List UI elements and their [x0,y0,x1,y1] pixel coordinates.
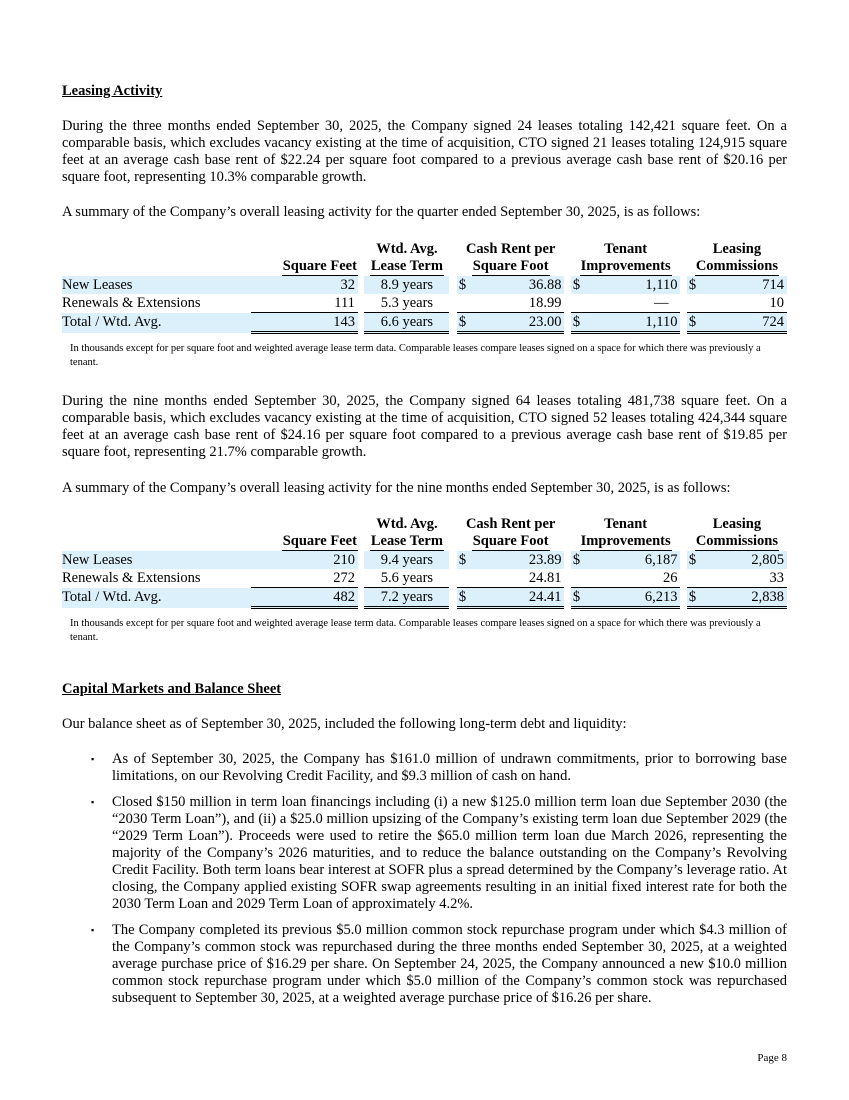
ytd-table-footnote: In thousands except for per square foot and weighted average lease term data. Comparable leases compare leases signed on a space for which there was previously a tenant. [70,618,761,643]
dollar-sign: $ [457,588,476,608]
square-feet-cell: 482 [251,588,357,608]
bullet-text: The Company completed its previous $5.0 million common stock repurchase program under which $4.3 million of the Company’s common stock was repurchased during the three months ended September 30, 2025, at a weighted average purchase price of $16.29 per share. On September 24, 2025, the Company announced a new $10.0 million common stock repurchase program under which $5.0 million of the Company’s common stock was repurchased subsequent to September 30, 2025, at a weighted average purchase price of $16.26 per share. [112,922,787,1006]
q3-header-rent: Square Foot [472,258,549,274]
q3-header-ti: Improvements [580,258,671,274]
square-feet-cell: 32 [251,276,357,294]
list-item [92,751,787,785]
list-item [92,794,787,913]
row-label: Total / Wtd. Avg. [62,313,251,333]
dollar-sign: $ [571,588,590,608]
ytd-header-rent-top: Cash Rent per [465,516,556,532]
q3-leasing-paragraph: During the three months ended September 30, 2025, the Company signed 24 leases totaling 142,421 square feet. On a comparable basis, which excludes vacancy existing at the time of acquisition, CTO signed 21 leases totaling 124,915 square feet at an average cash base rent of $22.24 per square foot compared to a previous average cash base rent of $20.16 per square foot, representing 10.3% comparable growth. [62,118,787,185]
table-row [62,551,787,569]
ytd-header-ti: Improvements [580,533,671,549]
dollar-sign: $ [571,551,590,569]
q3-summary-intro: A summary of the Company’s overall leasing activity for the quarter ended September 30, 2025, is as follows: [62,204,701,220]
leasing-commissions-cell: 33 [769,569,784,586]
dollar-sign: $ [457,313,476,333]
ytd-summary-intro: A summary of the Company’s overall leasing activity for the nine months ended September 30, 2025, is as follows: [62,480,731,496]
dollar-sign [457,569,476,588]
table-row [62,588,787,608]
lease-term-cell: 7.2 years [364,588,449,608]
tenant-improvements-cell: 26 [662,569,678,586]
table-row [62,313,787,333]
page-number: Page 8 [757,1052,787,1064]
tenant-improvements-cell: 1,110 [590,313,681,333]
q3-header-rent-top: Cash Rent per [465,241,556,257]
lease-term-cell: 6.6 years [364,313,449,333]
bullet-text: As of September 30, 2025, the Company has $161.0 million of undrawn commitments, prior to borrowing base limitations, on our Revolving Credit Facility, and $9.3 million of cash on hand. [112,751,787,784]
row-label: Renewals & Extensions [62,569,201,586]
dollar-sign: $ [571,313,590,333]
ytd-leasing-paragraph: During the nine months ended September 30, 2025, the Company signed 64 leases totaling 481,738 square feet. On a comparable basis, which excludes vacancy existing at the time of acquisition, CTO signed 52 leases totaling 424,344 square feet at an average cash base rent of $24.16 per square foot compared to a previous average cash base rent of $19.85 per square foot, representing 21.7% comparable growth. [62,393,787,460]
ytd-header-term: Lease Term [370,533,443,549]
q3-header-term: Lease Term [370,258,443,274]
list-item [92,922,787,1007]
dollar-sign: $ [571,276,590,294]
table-row [62,276,787,294]
leasing-commissions-cell: 714 [706,276,787,294]
dollar-sign: $ [457,276,476,294]
leasing-activity-heading: Leasing Activity [62,83,163,99]
q3-leasing-table [62,241,787,334]
lease-term-cell: 9.4 years [364,551,449,569]
lease-term-cell: 8.9 years [364,276,449,294]
balance-sheet-bullets [92,751,787,1016]
cash-rent-cell: 18.99 [528,294,562,311]
dollar-sign [457,294,476,313]
bullet-icon: ▪ [91,754,95,764]
leasing-commissions-cell: 2,838 [706,588,787,608]
row-label: New Leases [62,276,251,294]
dollar-sign: $ [687,276,706,294]
cash-rent-cell: 24.81 [528,569,562,586]
square-feet-cell: 143 [251,313,357,333]
ytd-header-lc: Commissions [695,533,779,549]
row-label: New Leases [62,551,251,569]
dollar-sign [687,294,706,313]
cash-rent-cell: 24.41 [476,588,564,608]
q3-header-lc: Commissions [695,258,779,274]
dollar-sign [571,294,590,313]
square-feet-cell: 210 [251,551,357,569]
lease-term-cell: 5.3 years [380,294,434,311]
tenant-improvements-cell: 6,187 [590,551,681,569]
capital-markets-heading: Capital Markets and Balance Sheet [62,681,282,697]
tenant-improvements-cell: 1,110 [590,276,681,294]
bullet-icon: ▪ [91,797,95,807]
table-row [62,294,787,313]
cash-rent-cell: 23.00 [476,313,564,333]
dollar-sign: $ [457,551,476,569]
ytd-header-ti-top: Tenant [604,516,648,532]
q3-header-ti-top: Tenant [604,241,648,257]
leasing-commissions-cell: 724 [706,313,787,333]
cash-rent-cell: 23.89 [476,551,564,569]
square-feet-cell: 272 [333,569,355,586]
dollar-sign [687,569,706,588]
dollar-sign: $ [687,313,706,333]
lease-term-cell: 5.6 years [380,569,434,586]
dollar-sign: $ [687,551,706,569]
tenant-improvements-cell: 6,213 [590,588,681,608]
ytd-leasing-table [62,516,787,609]
q3-table-footnote: In thousands except for per square foot and weighted average lease term data. Comparable leases compare leases signed on a space for which there was previously a tenant. [70,343,761,368]
tenant-improvements-cell: — [653,294,669,311]
bullet-icon: ▪ [91,925,95,935]
leasing-commissions-cell: 2,805 [706,551,787,569]
bullet-text: Closed $150 million in term loan financings including (i) a new $125.0 million term loan due September 2030 (the “2030 Term Loan”), and (ii) a $25.0 million upsizing of the Company’s existing term loan due September 2029 (the “2029 Term Loan”). Proceeds were used to retire the $65.0 million term loan due March 2026, representing the majority of the Company’s 2026 maturities, and to reduce the balance outstanding on the Company’s Revolving Credit Facility. Both term loans bear interest at SOFR plus a spread determined by the Company’s leverage ratio. At closing, the Company applied existing SOFR swap agreements resulting in an initial fixed interest rate for both the 2030 Term Loan and 2029 Term Loan of approximately 4.2%. [112,794,787,912]
dollar-sign [571,569,590,588]
ytd-header-rent: Square Foot [472,533,549,549]
square-feet-cell: 111 [334,294,355,311]
row-label: Total / Wtd. Avg. [62,588,251,608]
q3-header-sqft: Square Feet [282,258,357,274]
q3-header-lc-top: Leasing [712,241,762,257]
leasing-commissions-cell: 10 [769,294,784,311]
cash-rent-cell: 36.88 [476,276,564,294]
ytd-header-lc-top: Leasing [712,516,762,532]
table-row [62,569,787,588]
dollar-sign: $ [687,588,706,608]
ytd-header-sqft: Square Feet [282,533,357,549]
q3-header-term-top: Wtd. Avg. [376,241,438,257]
balance-sheet-intro: Our balance sheet as of September 30, 2025, included the following long-term debt and liquidity: [62,716,627,732]
row-label: Renewals & Extensions [62,294,201,311]
ytd-header-term-top: Wtd. Avg. [376,516,438,532]
